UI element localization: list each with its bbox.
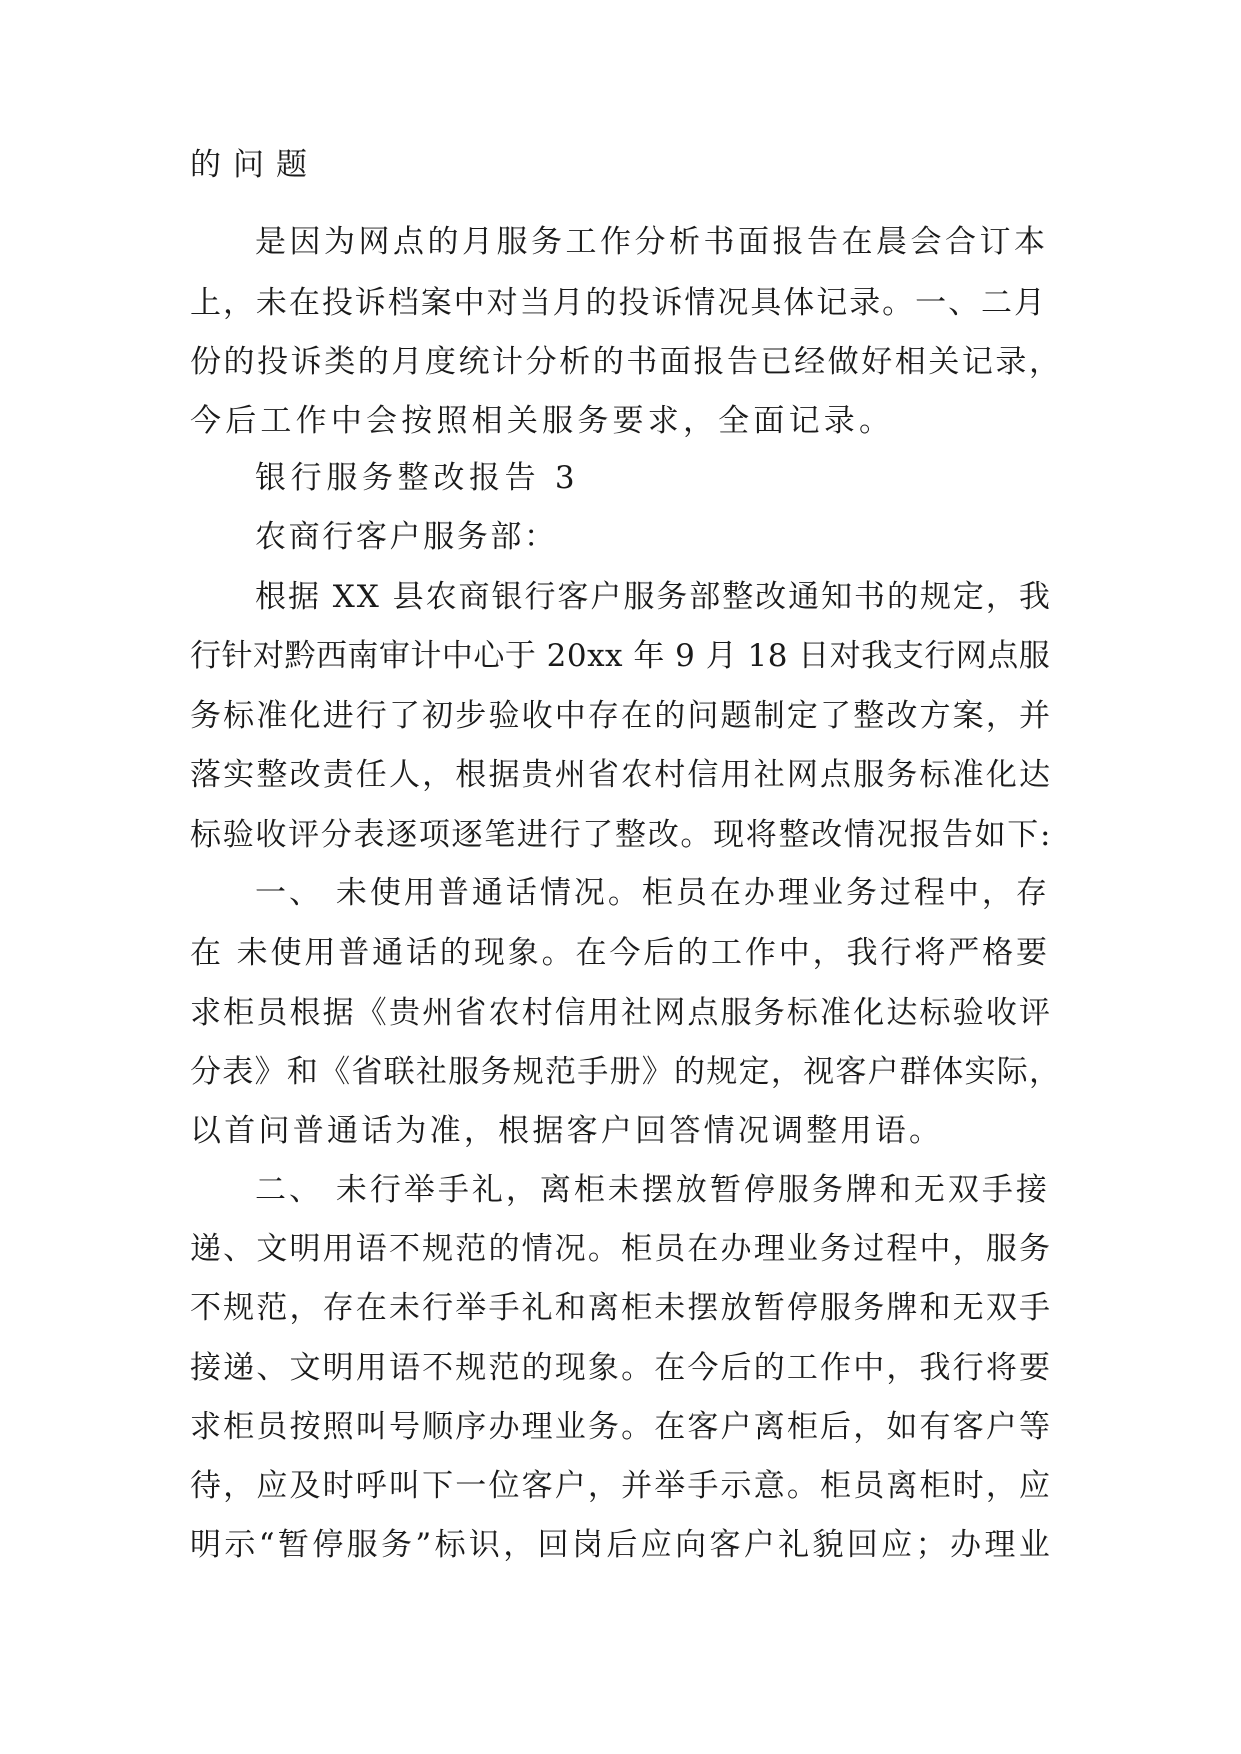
addressee: 农商行客户服务部： [255,519,558,555]
text-line: 的问题 [190,147,319,183]
text-line: 份的投诉类的月度统计分析的书面报告已经做好相关记录， [190,344,1063,380]
text-line: 今后工作中会按照相关服务要求，全面记录。 [190,403,895,439]
text-line: 不规范，存在未行举手礼和离柜未摆放暂停服务牌和无双手 [190,1290,1053,1326]
text-line: 务标准化进行了初步验收中存在的问题制定了整改方案，并 [190,698,1053,734]
section-heading: 银行服务整改报告 3 [255,460,580,496]
text-line: 根据 XX 县农商银行客户服务部整改通知书的规定，我 [255,579,1052,615]
text-line: 接递、文明用语不规范的现象。在今后的工作中，我行将要 [190,1350,1053,1386]
text-line: 标验收评分表逐项逐笔进行了整改。现将整改情况报告如下: [190,817,1053,853]
text-line: 行针对黔西南审计中心于 20xx 年 9 月 18 日对我支行网点服 [190,638,1051,674]
text-line: 待，应及时呼叫下一位客户，并举手示意。柜员离柜时，应 [190,1468,1053,1504]
text-line: 落实整改责任人，根据贵州省农村信用社网点服务标准化达 [190,757,1053,793]
text-line: 明示“暂停服务”标识，回岗后应向客户礼貌回应；办理业 [190,1527,1054,1563]
text-line: 在 未使用普通话的现象。在今后的工作中，我行将严格要 [190,935,1050,971]
text-line: 是因为网点的月服务工作分析书面报告在晨会合订本 [255,224,1049,260]
list-item-2: 二、 未行举手礼，离柜未摆放暂停服务牌和无双手接 [255,1172,1050,1208]
list-item-1: 一、 未使用普通话情况。柜员在办理业务过程中，存 [255,875,1050,911]
text-line: 递、文明用语不规范的情况。柜员在办理业务过程中，服务 [190,1231,1053,1267]
text-line: 求柜员按照叫号顺序办理业务。在客户离柜后，如有客户等 [190,1409,1053,1445]
text-line: 求柜员根据《贵州省农村信用社网点服务标准化达标验收评 [190,995,1053,1031]
text-line: 上，未在投诉档案中对当月的投诉情况具体记录。一、二月 [190,285,1047,321]
text-line: 以首问普通话为准，根据客户回答情况调整用语。 [190,1113,944,1149]
text-line: 分表》和《省联社服务规范手册》的规定，视客户群体实际， [190,1054,1062,1090]
